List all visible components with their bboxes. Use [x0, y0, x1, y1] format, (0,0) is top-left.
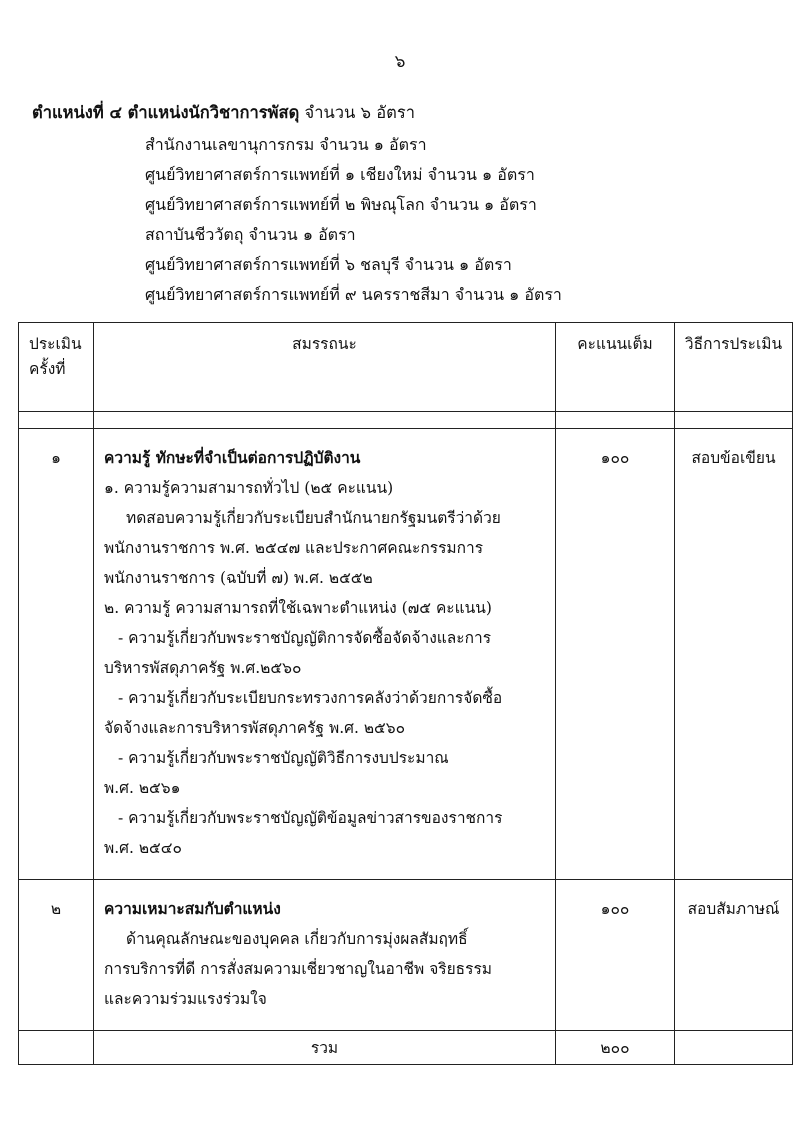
row-line: ๑. ความรู้ความสามารถทั่วไป (๒๕ คะแนน) — [104, 479, 394, 497]
row-round: ๑ — [19, 429, 94, 880]
unit-item: สำนักงานเลขานุการกรม จำนวน ๑ อัตรา — [145, 135, 427, 154]
row-line: ทดสอบความรู้เกี่ยวกับระเบียบสำนักนายกรัฐมนตรีว่าด้วย — [126, 509, 501, 527]
row-line: และความร่วมแรงร่วมใจ — [104, 990, 267, 1008]
page-number: ๖ — [394, 52, 406, 72]
table-gap-row — [19, 412, 793, 429]
row-line: - ความรู้เกี่ยวกับพระราชบัญญัติข้อมูลข่าวสารของราชการ — [118, 809, 503, 827]
row-line: การบริการที่ดี การสั่งสมความเชี่ยวชาญในอาชีพ จริยธรรม — [104, 960, 493, 978]
row-line: - ความรู้เกี่ยวกับพระราชบัญญัติวิธีการงบประมาณ — [118, 749, 449, 767]
unit-item: ศูนย์วิทยาศาสตร์การแพทย์ที่ ๒ พิษณุโลก จำนวน ๑ อัตรา — [145, 195, 537, 214]
table-row — [19, 880, 793, 1031]
row-method: สอบข้อเขียน — [675, 429, 793, 880]
position-count: จำนวน ๖ อัตรา — [299, 103, 416, 122]
header-full-score: คะแนนเต็ม — [556, 323, 675, 412]
row-score: ๑๐๐ — [556, 429, 675, 880]
row-title: ความรู้ ทักษะที่จำเป็นต่อการปฏิบัติงาน — [104, 448, 361, 467]
unit-item: ศูนย์วิทยาศาสตร์การแพทย์ที่ ๙ นครราชสีมา จำนวน ๑ อัตรา — [145, 285, 562, 304]
total-method-empty — [675, 1031, 793, 1065]
header-round — [19, 323, 94, 412]
row-line: - ความรู้เกี่ยวกับพระราชบัญญัติการจัดซื้อจัดจ้างและการ — [118, 629, 492, 647]
header-method: วิธีการประเมิน — [675, 323, 793, 412]
row-line: ๒. ความรู้ ความสามารถที่ใช้เฉพาะตำแหน่ง (๗๕ คะแนน) — [104, 599, 492, 617]
row-line: พนักงานราชการ (ฉบับที่ ๗) พ.ศ. ๒๕๕๒ — [104, 569, 373, 587]
total-score: ๒๐๐ — [556, 1031, 675, 1065]
total-empty-cell — [19, 1031, 94, 1065]
table-header-row — [19, 323, 793, 412]
row-competency — [94, 880, 556, 1031]
row-score: ๑๐๐ — [556, 880, 675, 1031]
row-title: ความเหมาะสมกับตำแหน่ง — [104, 899, 281, 918]
header-competency: สมรรถนะ — [94, 323, 556, 412]
row-line: จัดจ้างและการบริหารพัสดุภาครัฐ พ.ศ. ๒๕๖๐ — [104, 719, 406, 737]
row-round: ๒ — [19, 880, 94, 1031]
header-round-line1: ประเมิน — [29, 335, 82, 353]
row-line: บริหารพัสดุภาครัฐ พ.ศ.๒๕๖๐ — [104, 659, 302, 677]
table-row — [19, 429, 793, 880]
unit-item: สถาบันชีววัตถุ จำนวน ๑ อัตรา — [145, 225, 356, 244]
total-label: รวม — [94, 1031, 556, 1065]
position-heading — [32, 100, 415, 126]
unit-item: ศูนย์วิทยาศาสตร์การแพทย์ที่ ๖ ชลบุรี จำนวน ๑ อัตรา — [145, 255, 512, 274]
position-title: ตำแหน่งที่ ๔ ตำแหน่งนักวิชาการพัสดุ — [32, 103, 300, 122]
row-method: สอบสัมภาษณ์ — [675, 880, 793, 1031]
row-line: ด้านคุณลักษณะของบุคคล เกี่ยวกับการมุ่งผลสัมฤทธิ์ — [126, 930, 468, 948]
row-line: พ.ศ. ๒๕๖๑ — [104, 779, 181, 797]
unit-item: ศูนย์วิทยาศาสตร์การแพทย์ที่ ๑ เชียงใหม่ จำนวน ๑ อัตรา — [145, 165, 535, 184]
header-round-line2: ครั้งที่ — [29, 360, 66, 378]
row-line: พนักงานราชการ พ.ศ. ๒๕๔๗ และประกาศคณะกรรมการ — [104, 539, 484, 557]
row-line: พ.ศ. ๒๕๔๐ — [104, 839, 182, 857]
unit-list — [145, 130, 562, 310]
row-competency — [94, 429, 556, 880]
table-total-row — [19, 1031, 793, 1065]
assessment-table — [18, 322, 793, 1065]
row-line: - ความรู้เกี่ยวกับระเบียบกระทรวงการคลังว่าด้วยการจัดซื้อ — [118, 689, 503, 707]
